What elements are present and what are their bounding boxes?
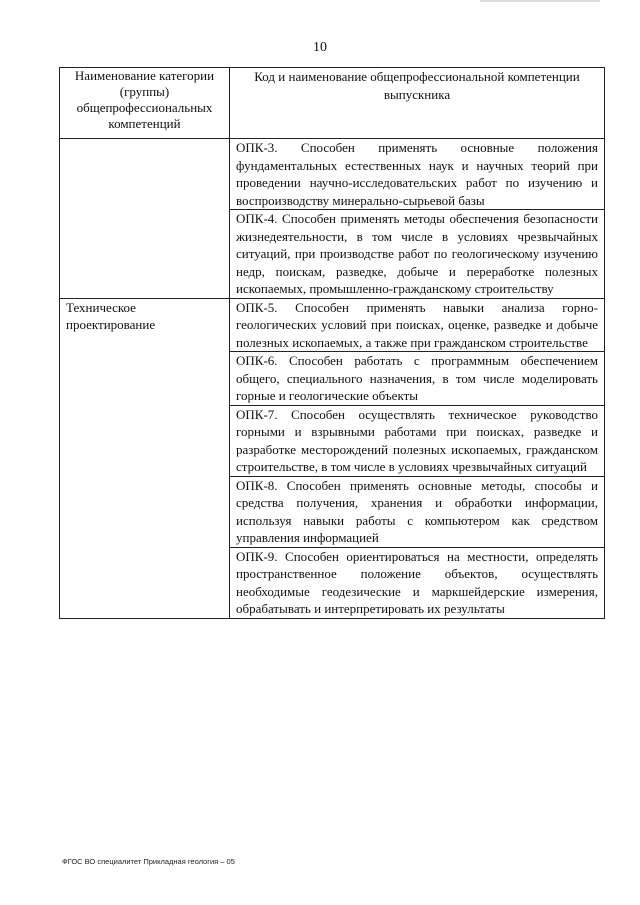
category-cell	[60, 139, 230, 299]
competency-text: ОПК-3. Способен применять основные положения фундаментальных естественных наук и научных теорий при проведении научно-исследовательских работ по изучению и воспроизводству минерально-сырьевой базы	[236, 140, 598, 208]
competency-cell-opk6	[230, 352, 605, 406]
competency-text: ОПК-7. Способен осуществлять техническое руководство горными и взрывными работами при поисках, разведке и разработке месторождений полезных ископаемых, гражданском строительстве, в том числе в условиях чрезвычайных ситуаций	[236, 406, 598, 474]
competency-text: ОПК-6. Способен работать с программным обеспечением общего, специального назначения, в том числе моделировать горные и геологические объекты	[236, 353, 598, 403]
competency-text: ОПК-8. Способен применять основные методы, способы и средства получения, хранения и обработки информации, используя навыки работы с компьютером как средством управления информацией	[236, 477, 598, 545]
competency-cell-opk5	[230, 298, 605, 352]
competency-cell-opk4	[230, 210, 605, 299]
competency-text: ОПК-9. Способен ориентироваться на местности, определять пространственное положение объектов, осуществлять необходимые геодезические и маркшейдерские измерения, обрабатывать и интерпретировать их результаты	[236, 548, 598, 616]
competencies-table	[59, 67, 605, 619]
footer-text: ФГОС ВО специалитет Прикладная геология – 05	[62, 857, 235, 866]
competency-cell-opk8	[230, 476, 605, 547]
table-header-row	[60, 68, 605, 139]
competency-cell-opk9	[230, 547, 605, 618]
competency-cell-opk3	[230, 139, 605, 210]
competency-text: ОПК-5. Способен применять навыки анализа горно-геологических условий при поисках, оценке, разведке и добыче полезных ископаемых, а также при гражданском строительстве	[236, 299, 598, 350]
page-number: 10	[313, 40, 327, 55]
competency-text: ОПК-4. Способен применять методы обеспечения безопасности жизнедеятельности, в том числе в условиях чрезвычайных ситуаций, при производстве работ по геологическому изучению недр, поискам, разведке, добыче и переработке полезных ископаемых, промышленно-гражданскому строительству	[236, 211, 598, 296]
table-row	[60, 139, 605, 210]
competency-cell-opk7	[230, 405, 605, 476]
header-category: Наименование категории (группы) общепрофессиональных компетенций	[60, 68, 230, 139]
scan-edge-mark	[480, 0, 600, 2]
table-row	[60, 298, 605, 352]
category-cell: Техническое проектирование	[60, 298, 230, 618]
header-code: Код и наименование общепрофессиональной компетенции выпускника	[230, 68, 605, 139]
